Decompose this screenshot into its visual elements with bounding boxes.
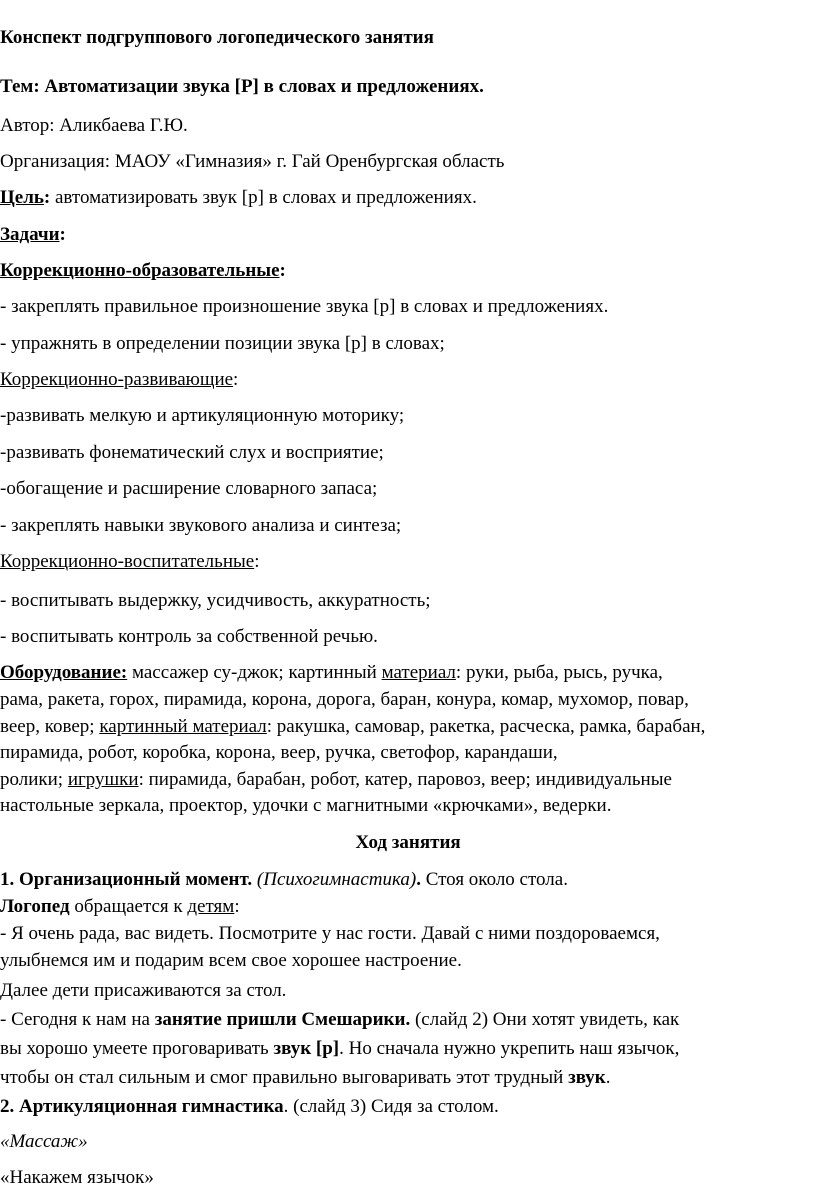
list-item: - закреплять правильное произношение звука [р] в словах и предложениях. [0,296,609,317]
correctional-upbringing-heading: Коррекционно-воспитательные: [0,551,260,572]
equipment-line-5: ролики; игрушки: пирамида, барабан, робот, катер, паровоз, веер; индивидуальные [0,769,672,790]
speech-1-line-2: улыбнемся им и подарим всем свое хорошее настроение. [0,950,462,971]
list-item: - воспитывать выдержку, усидчивость, аккуратность; [0,590,431,611]
speech-2-line-1: - Сегодня к нам на занятие пришли Смешарики. (слайд 2) Они хотят увидеть, как [0,1009,680,1030]
section-2-heading: 2. Артикуляционная гимнастика. (слайд 3) Сидя за столом. [0,1096,499,1117]
organization-line: Организация: МАОУ «Гимназия» г. Гай Оренбургская область [0,151,505,172]
speech-1-line-1: - Я очень рада, вас видеть. Посмотрите у нас гости. Давай с ними поздороваемся, [0,923,660,944]
massage-heading: «Массаж» [0,1131,88,1152]
equipment-line-2: рама, ракета, горох, пирамида, корона, дорога, баран, конура, комар, мухомор, повар, [0,689,689,710]
topic-label: Тем: [0,76,40,97]
goal-label: Цель [0,187,44,208]
lesson-heading: Ход занятия [355,832,461,853]
document-title: Конспект подгруппового логопедического занятия [0,27,434,48]
list-item: -развивать фонематический слух и восприятие; [0,442,384,463]
equipment-label: Оборудование: [0,662,128,683]
section-1-heading: 1. Организационный момент. (Психогимнастика). Стоя около стола. [0,869,568,890]
topic-line [0,76,816,98]
equipment-line-6: настольные зеркала, проектор, удочки с магнитными «крючками», ведерки. [0,795,612,816]
equipment-line-3: веер, ковер; картинный материал: ракушка, самовар, ракетка, расческа, рамка, барабан, [0,716,706,737]
list-item: - воспитывать контроль за собственной речью. [0,626,378,647]
exercise-title: «Накажем язычок» [0,1167,154,1188]
speech-2-line-2: вы хорошо умеете проговаривать звук [р]. Но сначала нужно укрепить наш язычок, [0,1038,680,1059]
correctional-educational-heading: Коррекционно-образовательные: [0,260,286,281]
tasks-heading: Задачи: [0,224,66,245]
list-item: -обогащение и расширение словарного запаса; [0,478,378,499]
goal-text: автоматизировать звук [р] в словах и предложениях. [50,187,477,208]
correctional-developing-heading: Коррекционно-развивающие: [0,369,239,390]
children-sit-line: Далее дети присаживаются за стол. [0,980,287,1001]
list-item: -развивать мелкую и артикуляционную моторику; [0,405,405,426]
equipment-line-4: пирамида, робот, коробка, корона, веер, ручка, светофор, карандаши, [0,742,558,763]
equipment-line-1: Оборудование: массажер су-джок; картинный материал: руки, рыба, рысь, ручка, [0,662,663,683]
speech-therapist-line: Логопед обращается к детям: [0,896,240,917]
list-item: - закреплять навыки звукового анализа и синтеза; [0,515,402,536]
speech-2-line-3: чтобы он стал сильным и смог правильно выговаривать этот трудный звук. [0,1067,611,1088]
author-line: Автор: Аликбаева Г.Ю. [0,115,188,136]
goal-line: Цель: автоматизировать звук [р] в словах и предложениях. [0,187,477,208]
list-item: - упражнять в определении позиции звука [р] в словах; [0,333,445,354]
topic-text: Автоматизации звука [Р] в словах и предложениях. [44,76,484,97]
